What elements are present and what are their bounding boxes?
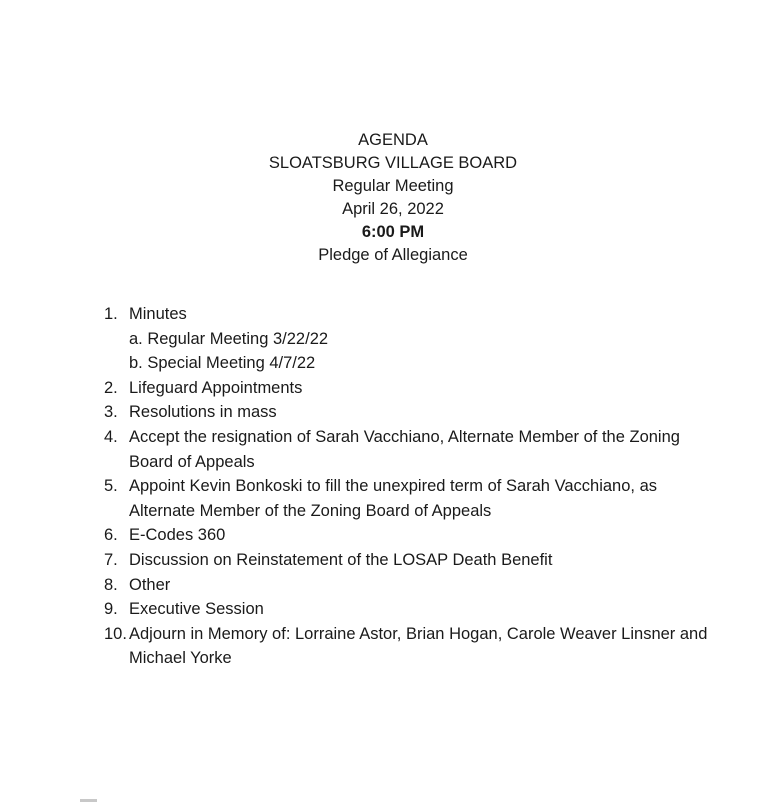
item-number: 10.: [104, 624, 127, 643]
item-number: 5.: [104, 477, 118, 496]
item-text: Accept the resignation of Sarah Vacchiano, Alternate Member of the Zoning Board of Appeals: [129, 427, 680, 471]
item-number: 9.: [104, 600, 118, 619]
item-text: Resolutions in mass: [129, 403, 277, 422]
pledge-line: Pledge of Allegiance: [318, 246, 468, 264]
item-text: Appoint Kevin Bonkoski to fill the unexpired term of Sarah Vacchiano, as Alternate Member of the Zoning Board of Appeals: [129, 477, 657, 520]
item-text: Adjourn in Memory of: Lorraine Astor, Brian Hogan, Carole Weaver Linsner and Michael Yorke: [129, 624, 708, 668]
item-text: Minutes: [129, 305, 187, 323]
agenda-header: [0, 129, 778, 267]
agenda-item: [104, 548, 724, 573]
item-number: 3.: [104, 403, 118, 422]
item-number: 1.: [104, 305, 118, 323]
item-text: Lifeguard Appointments: [129, 378, 303, 397]
agenda-item: [104, 376, 724, 401]
item-text: Other: [129, 575, 171, 594]
agenda-subitem: a. Regular Meeting 3/22/22: [129, 329, 329, 348]
agenda-subitem: b. Special Meeting 4/7/22: [129, 354, 316, 373]
agenda-item: [104, 573, 724, 598]
item-number: 4.: [104, 427, 118, 446]
agenda-item: [104, 597, 724, 622]
item-text: Discussion on Reinstatement of the LOSAP Death Benefit: [129, 550, 553, 569]
item-number: 6.: [104, 526, 118, 545]
agenda-item: [104, 523, 724, 548]
agenda-list: [104, 302, 724, 671]
agenda-item: [104, 622, 724, 671]
meeting-date: April 26, 2022: [342, 200, 444, 218]
meeting-time: 6:00 PM: [361, 223, 425, 241]
board-name: SLOATSBURG VILLAGE BOARD: [268, 154, 518, 172]
agenda-item: [104, 425, 724, 474]
agenda-item: [104, 400, 724, 425]
agenda-item: [104, 302, 724, 327]
item-text: Executive Session: [129, 600, 264, 619]
agenda-item: [104, 474, 724, 523]
item-text: E-Codes 360: [129, 526, 226, 545]
document-title: AGENDA: [358, 131, 428, 149]
item-number: 2.: [104, 378, 118, 397]
meeting-type: Regular Meeting: [332, 177, 454, 195]
item-number: 7.: [104, 550, 118, 569]
page-footer-mark: [80, 799, 97, 802]
item-number: 8.: [104, 575, 118, 594]
